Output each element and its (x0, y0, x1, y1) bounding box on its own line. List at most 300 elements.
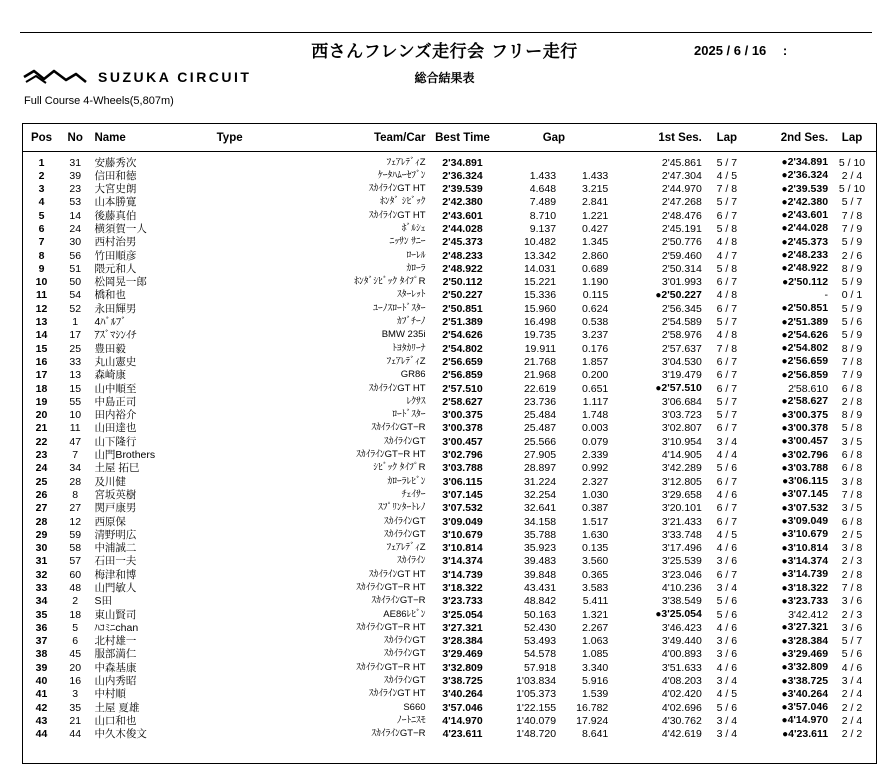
car-number-cell: 35 (69, 701, 82, 714)
type-cell (217, 621, 289, 634)
car-number-cell: 52 (69, 302, 82, 315)
car-number-cell: 27 (69, 502, 82, 515)
type-cell (217, 488, 289, 501)
first-session-cell (608, 449, 702, 462)
type-cell (217, 595, 289, 608)
second-session-cell (752, 369, 828, 382)
best-time-cell: 2'50.227 (442, 289, 483, 302)
type-cell (217, 382, 289, 395)
session-time: 2'43.601 (787, 209, 829, 222)
first-session-cell (608, 249, 702, 262)
position-cell: 37 (35, 635, 48, 648)
type-cell (217, 249, 289, 262)
gap-to-previous-cell: 0.135 (582, 542, 609, 555)
first-session-lap-cell: 3 / 4 (716, 582, 738, 594)
table-row (23, 502, 876, 515)
gap-to-leader-cell: 48.842 (523, 595, 557, 608)
session-best-marker-icon: ● (782, 276, 789, 288)
session-time: 2'54.626 (787, 328, 829, 341)
position-cell: 5 (38, 209, 45, 222)
second-session-cell (752, 635, 828, 648)
second-session-cell (752, 316, 828, 329)
first-session-cell (608, 728, 702, 741)
position-cell: 18 (35, 382, 48, 395)
table-row (23, 276, 876, 289)
session-best-marker-icon: ● (781, 250, 788, 262)
best-time-cell: 2'44.028 (442, 222, 483, 235)
table-row (23, 661, 876, 674)
session-time: 3'12.805 (661, 475, 702, 488)
session-time: 3'29.658 (661, 488, 702, 501)
first-session-lap-cell: 4 / 6 (716, 542, 738, 555)
table-row (23, 449, 876, 462)
second-session-cell (752, 475, 828, 488)
gap-to-leader-cell: 43.431 (523, 582, 557, 594)
first-session-cell (608, 661, 702, 674)
first-session-lap-cell: 4 / 6 (716, 488, 738, 501)
first-session-lap-cell: 5 / 6 (716, 608, 738, 621)
best-time-cell: 3'29.469 (442, 648, 483, 661)
gap-to-previous-cell: 1.630 (582, 528, 609, 541)
gap-to-previous-cell: 17.924 (576, 714, 609, 727)
table-row (23, 475, 876, 488)
position-cell: 23 (35, 449, 48, 462)
driver-name-cell: 大宮史朗 (94, 183, 137, 196)
first-session-cell (608, 302, 702, 315)
first-session-cell (608, 222, 702, 235)
table-row (23, 183, 876, 196)
second-session-lap-cell: 5 / 9 (841, 329, 863, 342)
gap-to-previous-cell: 3.583 (582, 582, 609, 594)
position-cell: 40 (35, 675, 48, 688)
second-session-cell (752, 395, 828, 408)
table-row (23, 608, 876, 621)
car-number-cell: 2 (72, 595, 79, 608)
second-session-cell (752, 289, 828, 302)
brand-name: SUZUKA CIRCUIT (98, 69, 252, 85)
table-row (23, 714, 876, 727)
table-row (23, 196, 876, 209)
car-number-cell: 60 (69, 568, 82, 581)
gap-to-previous-cell: 0.079 (582, 435, 609, 448)
driver-name-cell: ｱｽﾞﾏｼﾝｲﾁ (94, 329, 137, 342)
second-session-cell (752, 488, 828, 501)
second-session-lap-cell: 7 / 8 (841, 355, 863, 368)
session-time: 3'19.479 (661, 369, 702, 382)
session-time: 3'00.378 (787, 421, 829, 434)
second-session-lap-cell: 5 / 7 (841, 635, 863, 648)
session-time: 3'51.633 (661, 661, 702, 674)
position-cell: 30 (35, 542, 48, 555)
results-table-frame (22, 123, 877, 764)
team-car-cell: ﾁｪｲｻｰ (401, 488, 426, 500)
position-cell: 43 (35, 714, 48, 727)
table-row (23, 329, 876, 342)
first-session-cell (608, 409, 702, 422)
car-number-cell: 16 (69, 675, 82, 688)
gap-to-previous-cell: 1.030 (582, 488, 609, 501)
col-second-session: 2nd Ses. (752, 124, 828, 152)
first-session-lap-cell: 4 / 5 (716, 528, 738, 541)
table-row (23, 236, 876, 249)
session-time: 3'06.684 (661, 395, 702, 408)
team-car-cell: S660 (403, 701, 426, 713)
session-time: 2'48.476 (661, 209, 702, 222)
second-session-lap-cell: 6 / 8 (841, 462, 863, 475)
team-car-cell: ﾎﾝﾀﾞ ｼﾋﾞｯｸ (380, 196, 426, 208)
first-session-lap-cell: 6 / 7 (716, 209, 738, 222)
col-first-session: 1st Ses. (608, 124, 702, 152)
team-car-cell: ﾄﾖﾀｶﾘｰﾅ (392, 342, 426, 354)
gap-to-previous-cell: 3.237 (582, 329, 609, 342)
session-time: 2'39.539 (787, 182, 829, 195)
session-best-marker-icon: ● (781, 303, 788, 315)
event-date: 2025 / 6 / 16 : (694, 43, 788, 58)
session-time: 4'30.762 (661, 714, 702, 727)
driver-name-cell: 関戸康男 (94, 502, 137, 515)
team-car-cell: ｽｶｲﾗｲﾝGT (383, 675, 426, 687)
best-time-cell: 3'14.739 (442, 568, 483, 581)
car-number-cell: 21 (69, 714, 82, 727)
position-cell: 2 (38, 169, 45, 182)
gap-to-previous-cell: 0.387 (582, 502, 609, 515)
table-row (23, 209, 876, 222)
gap-to-leader-cell: 31.224 (523, 475, 557, 488)
gap-to-previous-cell: 1.321 (582, 608, 609, 621)
position-cell: 38 (35, 648, 48, 661)
session-time: 3'20.101 (661, 502, 702, 515)
first-session-lap-cell: 6 / 7 (716, 515, 738, 528)
session-time: 3'02.796 (787, 448, 829, 461)
second-session-lap-cell: 7 / 8 (841, 488, 863, 501)
table-row (23, 462, 876, 475)
driver-name-cell: 中島正司 (94, 395, 137, 408)
type-cell (217, 555, 289, 568)
gap-to-previous-cell: 0.689 (582, 262, 609, 275)
session-best-marker-icon: ● (781, 715, 788, 727)
gap-to-previous-cell: 1.433 (582, 169, 609, 182)
team-car-cell: ｽｶｲﾗｲﾝ (397, 555, 426, 567)
table-row (23, 648, 876, 661)
gap-to-leader-cell: 57.918 (523, 661, 557, 674)
gap-to-leader-cell: 32.641 (523, 502, 557, 515)
session-best-marker-icon: ● (781, 529, 788, 541)
session-time: 3'10.954 (661, 435, 702, 448)
type-cell (217, 302, 289, 315)
first-session-cell (608, 422, 702, 435)
car-number-cell: 58 (69, 542, 82, 555)
best-time-cell: 2'58.627 (442, 395, 483, 408)
session-time: 3'28.384 (787, 634, 829, 647)
gap-to-previous-cell: 0.624 (582, 302, 609, 315)
gap-to-leader-cell: 21.968 (523, 369, 557, 382)
type-cell (217, 183, 289, 196)
car-number-cell: 12 (69, 515, 82, 528)
car-number-cell: 45 (69, 648, 82, 661)
best-time-cell: 2'48.922 (442, 262, 483, 275)
car-number-cell: 30 (69, 236, 82, 249)
car-number-cell: 7 (72, 449, 79, 462)
driver-name-cell: 山下隆行 (94, 435, 137, 448)
gap-to-previous-cell: 1.085 (582, 648, 609, 661)
second-session-lap-cell: 2 / 3 (841, 555, 863, 568)
table-row (23, 422, 876, 435)
car-number-cell: 50 (69, 276, 82, 289)
second-session-lap-cell: 7 / 9 (841, 369, 863, 382)
best-time-cell: 3'00.378 (442, 422, 483, 435)
first-session-cell (608, 701, 702, 714)
second-session-lap-cell: 2 / 8 (841, 395, 863, 408)
best-time-cell: 3'18.322 (442, 582, 483, 594)
team-car-cell: ﾉｰﾄﾆｽﾓ (397, 714, 426, 726)
team-car-cell: GR86 (400, 369, 426, 381)
col-no: No (60, 124, 90, 152)
gap-to-leader-cell: 25.484 (523, 409, 557, 422)
session-time: 2'45.191 (661, 222, 702, 235)
position-cell: 42 (35, 701, 48, 714)
team-car-cell: ｽｶｲﾗｲﾝGT−R HT (356, 621, 426, 633)
second-session-cell (752, 542, 828, 555)
first-session-cell (608, 329, 702, 342)
type-cell (217, 329, 289, 342)
best-time-cell: 3'03.788 (442, 462, 483, 475)
gap-to-leader-cell: 27.905 (523, 449, 557, 462)
type-cell (217, 395, 289, 408)
session-best-marker-icon: ● (781, 369, 788, 381)
session-time: 4'14.905 (661, 449, 702, 462)
position-cell: 6 (38, 222, 45, 235)
second-session-lap-cell: 5 / 9 (841, 236, 863, 249)
second-session-lap-cell: 2 / 8 (841, 568, 863, 581)
driver-name-cell: S田 (94, 595, 112, 608)
team-car-cell: ｹｰﾀﾊﾑｰｾﾌﾞﾝ (378, 169, 426, 181)
second-session-lap-cell: 3 / 4 (841, 675, 863, 688)
session-best-marker-icon: ● (781, 343, 788, 355)
table-row (23, 435, 876, 448)
gap-to-previous-cell: 1.117 (582, 395, 609, 408)
best-time-cell: 2'36.324 (442, 169, 483, 182)
session-time: - (824, 289, 829, 302)
driver-name-cell: 山内秀昭 (94, 675, 137, 688)
second-session-lap-cell: 5 / 6 (841, 648, 863, 661)
gap-to-previous-cell: 2.267 (582, 621, 609, 634)
session-time: 3'02.807 (661, 422, 702, 435)
gap-to-previous-cell: 2.841 (582, 196, 609, 209)
car-number-cell: 11 (69, 422, 81, 435)
session-best-marker-icon: ● (655, 383, 662, 395)
gap-to-previous-cell: 0.651 (582, 382, 609, 395)
first-session-cell (608, 714, 702, 727)
best-time-cell: 3'02.796 (442, 449, 483, 462)
driver-name-cell: 豊田毅 (94, 342, 126, 355)
second-session-lap-cell: 5 / 9 (841, 302, 863, 315)
gap-to-previous-cell: 0.992 (582, 462, 609, 475)
type-cell (217, 462, 289, 475)
session-time: 2'57.637 (661, 342, 702, 355)
col-pos: Pos (23, 124, 60, 152)
table-row (23, 382, 876, 395)
first-session-lap-cell: 4 / 5 (716, 688, 738, 701)
position-cell: 10 (35, 276, 48, 289)
session-time: 4'08.203 (661, 675, 702, 688)
team-car-cell: ﾆｯｻﾝ ｻﾆｰ (389, 236, 426, 248)
position-cell: 3 (38, 183, 45, 196)
second-session-cell (752, 661, 828, 674)
session-best-marker-icon: ● (781, 688, 788, 700)
session-time: 3'46.423 (661, 621, 702, 634)
position-cell: 29 (35, 528, 48, 541)
car-number-cell: 51 (69, 262, 82, 275)
table-row (23, 249, 876, 262)
first-session-cell (608, 528, 702, 541)
first-session-lap-cell: 7 / 8 (716, 342, 738, 355)
second-session-cell (752, 382, 828, 395)
first-session-cell (608, 555, 702, 568)
gap-to-previous-cell: 5.411 (582, 595, 609, 608)
table-row (23, 302, 876, 315)
session-best-marker-icon: ● (781, 316, 788, 328)
team-car-cell: ｽｶｲﾗｲﾝGT (383, 515, 426, 527)
first-session-lap-cell: 3 / 4 (716, 728, 738, 741)
first-session-lap-cell: 5 / 8 (716, 262, 738, 275)
gap-to-leader-cell: 8.710 (529, 209, 557, 222)
page-title: 西さんフレンズ走行会 フリー走行 (311, 42, 578, 62)
gap-to-previous-cell: 3.560 (582, 555, 609, 568)
session-best-marker-icon: ● (781, 622, 788, 634)
driver-name-cell: 横須賀一人 (94, 222, 147, 235)
table-row (23, 595, 876, 608)
first-session-lap-cell: 5 / 7 (716, 409, 738, 422)
second-session-lap-cell: 6 / 8 (841, 449, 863, 462)
team-car-cell: ｽｶｲﾗｲﾝGT−R (371, 728, 426, 740)
position-cell: 39 (35, 661, 48, 674)
second-session-lap-cell: 5 / 8 (841, 422, 863, 435)
table-row (23, 488, 876, 501)
session-best-marker-icon: ● (781, 329, 788, 341)
table-row (23, 289, 876, 302)
best-time-cell: 3'25.054 (442, 608, 483, 621)
session-time: 2'58.610 (788, 382, 829, 395)
second-session-cell (752, 515, 828, 528)
results-table (23, 124, 876, 741)
best-time-cell: 3'32.809 (442, 661, 483, 674)
table-row (23, 262, 876, 275)
driver-name-cell: 石田一夫 (94, 555, 137, 568)
gap-to-previous-cell: 1.539 (582, 688, 609, 701)
driver-name-cell: 安藤秀次 (94, 156, 137, 169)
first-session-cell (608, 515, 702, 528)
second-session-cell (752, 449, 828, 462)
driver-name-cell: 山口和也 (94, 714, 137, 727)
team-car-cell: ｽｶｲﾗｲﾝGT HT (368, 568, 426, 580)
car-number-cell: 23 (69, 183, 82, 196)
first-session-lap-cell: 5 / 7 (716, 395, 738, 408)
position-cell: 16 (35, 355, 48, 368)
first-session-lap-cell: 5 / 7 (716, 196, 738, 209)
session-time: 2'58.627 (787, 395, 829, 408)
session-time: 3'23.046 (661, 568, 702, 581)
gap-to-previous-cell: 0.427 (582, 222, 609, 235)
gap-to-previous-cell: 1.063 (582, 635, 609, 648)
car-number-cell: 39 (69, 169, 82, 182)
session-time: 2'50.851 (787, 302, 829, 315)
session-time: 3'17.496 (661, 542, 702, 555)
first-session-lap-cell: 4 / 8 (716, 236, 738, 249)
position-cell: 13 (35, 316, 48, 329)
second-session-cell (752, 675, 828, 688)
session-time: 4'23.611 (788, 727, 829, 740)
first-session-cell (608, 342, 702, 355)
gap-to-leader-cell: 1'05.373 (516, 688, 557, 701)
team-car-cell: ﾎﾝﾀﾞｼﾋﾞｯｸ ﾀｲﾌﾟR (354, 276, 426, 288)
second-session-lap-cell: 3 / 5 (841, 435, 863, 448)
best-time-cell: 2'54.802 (442, 342, 483, 355)
session-time: 2'50.227 (661, 288, 702, 301)
first-session-cell (608, 568, 702, 581)
session-time: 3'00.375 (787, 408, 829, 421)
car-number-cell: 3 (72, 688, 79, 701)
car-number-cell: 6 (72, 635, 79, 648)
first-session-lap-cell: 5 / 8 (716, 222, 738, 235)
gap-to-previous-cell: 2.339 (582, 449, 609, 462)
second-session-lap-cell: 5 / 6 (841, 316, 863, 329)
driver-name-cell: 中村順 (94, 688, 126, 701)
second-session-cell (752, 152, 828, 170)
col-best: Best Time (426, 124, 500, 152)
gap-to-leader-cell: 22.619 (523, 382, 557, 395)
driver-name-cell: 土屋 夏雄 (94, 701, 140, 714)
session-time: 2'57.510 (661, 382, 702, 395)
session-time: 4'00.893 (661, 648, 702, 661)
type-cell (217, 688, 289, 701)
session-time: 3'23.733 (787, 594, 829, 607)
first-session-lap-cell: 6 / 7 (716, 502, 738, 515)
position-cell: 19 (35, 395, 48, 408)
first-session-cell (608, 209, 702, 222)
second-session-cell (752, 249, 828, 262)
session-time: 2'54.802 (787, 342, 829, 355)
second-session-lap-cell: 4 / 6 (841, 661, 863, 674)
first-session-lap-cell: 4 / 8 (716, 329, 738, 342)
second-session-cell (752, 435, 828, 448)
first-session-lap-cell: 5 / 6 (716, 462, 738, 475)
session-best-marker-icon: ● (781, 635, 788, 647)
type-cell (217, 714, 289, 727)
session-time: 2'45.373 (787, 235, 829, 248)
first-session-cell (608, 316, 702, 329)
first-session-cell (608, 582, 702, 595)
table-row (23, 409, 876, 422)
best-time-cell: 2'45.373 (442, 236, 483, 249)
driver-name-cell: 山門敏人 (94, 582, 137, 594)
best-time-cell: 3'23.733 (442, 595, 483, 608)
second-session-cell (752, 595, 828, 608)
team-car-cell: ｽｶｲﾗｲﾝGT−R HT (356, 582, 426, 593)
team-car-cell: ｶﾛｰﾗ (406, 262, 426, 274)
best-time-cell: 2'54.626 (442, 329, 483, 342)
table-row (23, 701, 876, 714)
first-session-lap-cell: 3 / 4 (716, 675, 738, 688)
best-time-cell: 3'57.046 (442, 701, 483, 714)
session-time: 3'32.809 (787, 661, 829, 674)
driver-name-cell: 及川健 (94, 475, 126, 488)
gap-to-leader-cell (500, 152, 557, 170)
first-session-lap-cell: 6 / 7 (716, 276, 738, 289)
team-car-cell: ｶﾛｰﾗﾚﾋﾞﾝ (387, 475, 426, 487)
gap-to-previous-cell: 1.221 (582, 209, 609, 222)
team-car-cell: ﾛｰﾄﾞｽﾀｰ (392, 409, 426, 421)
position-cell: 9 (38, 262, 45, 275)
